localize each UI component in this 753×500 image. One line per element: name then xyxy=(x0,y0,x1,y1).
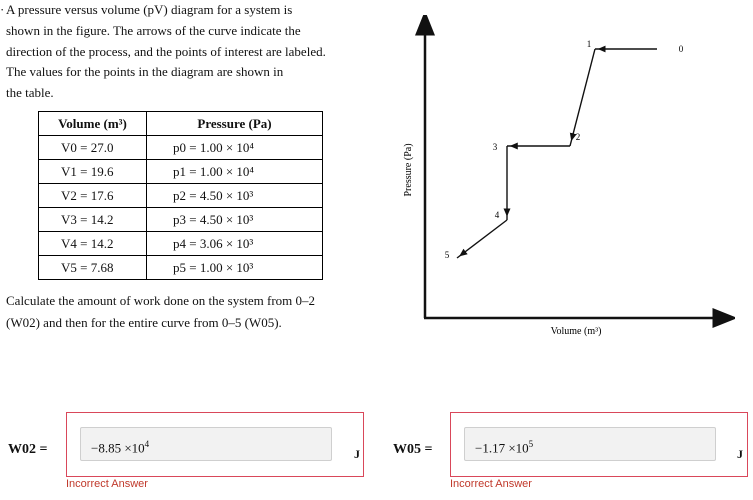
pressure-cell: p0 = 1.00 × 10⁴ xyxy=(147,136,323,160)
problem-line: The values for the points in the diagram are shown in xyxy=(6,64,284,80)
values-table xyxy=(38,111,323,280)
table-row xyxy=(39,208,323,232)
question-line: (W02) and then for the entire curve from 0–5 (W05). xyxy=(6,315,282,330)
w02-unit: J xyxy=(354,447,360,461)
pressure-cell: p3 = 4.50 × 10³ xyxy=(147,208,323,232)
point-label-5: 5 xyxy=(444,250,450,260)
w05-exponent: 5 xyxy=(528,439,534,449)
problem-line: shown in the figure. The arrows of the curve indicate the xyxy=(6,22,301,38)
table-row xyxy=(39,160,323,184)
point-label-2: 2 xyxy=(575,132,581,142)
point-label-1: 1 xyxy=(586,39,592,49)
table-header-row xyxy=(39,112,323,136)
table-row xyxy=(39,136,323,160)
w02-feedback: Incorrect Answer xyxy=(66,478,148,490)
problem-line: A pressure versus volume (pV) diagram for a system is xyxy=(6,2,293,17)
problem-line: the table. xyxy=(6,85,54,101)
bullet-marker: · xyxy=(0,2,5,17)
volume-cell: V4 = 14.2 xyxy=(39,232,147,256)
w05-feedback: Incorrect Answer xyxy=(450,478,532,490)
table-row xyxy=(39,184,323,208)
point-label-4: 4 xyxy=(494,210,500,220)
w02-value: −8.85 ×10 xyxy=(91,440,145,456)
w02-exponent: 4 xyxy=(144,439,150,449)
table-row xyxy=(39,256,323,280)
w05-input[interactable] xyxy=(464,427,716,461)
volume-header: Volume (m³) xyxy=(39,112,147,136)
pressure-cell: p1 = 1.00 × 10⁴ xyxy=(147,160,323,184)
point-label-0: 0 xyxy=(678,44,684,54)
w05-answer-box xyxy=(450,412,748,477)
w05-unit: J xyxy=(737,447,743,461)
w05-value: −1.17 ×10 xyxy=(475,440,529,456)
problem-statement xyxy=(0,0,386,104)
question-line: Calculate the amount of work done on the system from 0–2 xyxy=(6,293,316,308)
curve-segment-1-2 xyxy=(570,49,595,146)
pressure-cell: p4 = 3.06 × 10³ xyxy=(147,232,323,256)
x-axis-label: Volume (m³) xyxy=(550,326,602,337)
volume-cell: V5 = 7.68 xyxy=(39,256,147,280)
volume-cell: V0 = 27.0 xyxy=(39,136,147,160)
volume-cell: V3 = 14.2 xyxy=(39,208,147,232)
volume-cell: V1 = 19.6 xyxy=(39,160,147,184)
pressure-cell: p2 = 4.50 × 10³ xyxy=(147,184,323,208)
pressure-header: Pressure (Pa) xyxy=(147,112,323,136)
point-label-3: 3 xyxy=(492,142,498,152)
w02-input[interactable] xyxy=(80,427,332,461)
pv-diagram xyxy=(395,15,735,345)
question-text xyxy=(6,290,386,334)
problem-line: direction of the process, and the points of interest are labeled. xyxy=(6,43,326,59)
w02-label: W02 = xyxy=(8,442,48,457)
table-row xyxy=(39,232,323,256)
volume-cell: V2 = 17.6 xyxy=(39,184,147,208)
pressure-cell: p5 = 1.00 × 10³ xyxy=(147,256,323,280)
y-axis-label: Pressure (Pa) xyxy=(403,143,414,197)
process-curve xyxy=(445,39,684,260)
w02-answer-box xyxy=(66,412,364,477)
curve-segment-4-5 xyxy=(457,220,507,258)
w05-label: W05 = xyxy=(393,442,433,457)
